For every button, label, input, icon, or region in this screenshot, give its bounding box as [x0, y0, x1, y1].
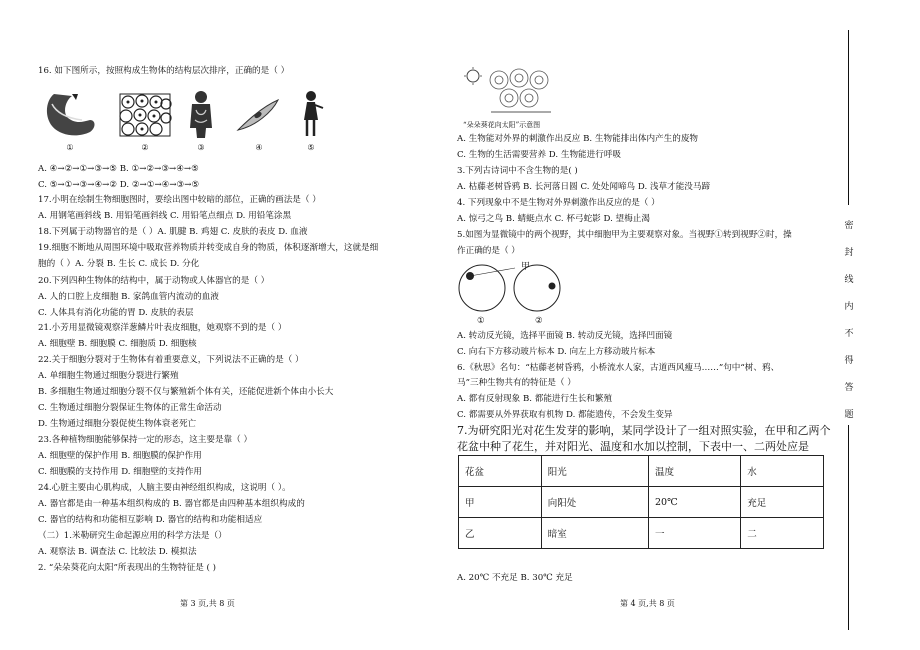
question-5: 5.如图为显微镜中的两个视野，其中细胞甲为主要观察对象。当视野①转到视野②时，操 [457, 230, 792, 240]
table-header: 温度 [648, 456, 740, 487]
figure-label: ① [66, 143, 74, 152]
question-7-options: A. 20℃ 不充足 B. 30℃ 充足 [457, 573, 573, 583]
table-header-row [459, 456, 824, 487]
question-6-options: A. 都有反射现象 B. 都能进行生长和繁殖 [457, 394, 613, 404]
table-row [459, 487, 824, 518]
question-22-option-d: D. 生物通过细胞分裂促使生物体衰老死亡 [38, 419, 197, 429]
section-2-question-2: 2. “朵朵葵花向太阳”所表现出的生物特征是 ( ) [38, 563, 216, 573]
question-23: 23.各种植物细胞能够保持一定的形态，这主要是靠（ ） [38, 435, 253, 445]
page-4 [455, 0, 855, 650]
question-7: 7.为研究阳光对花生发芽的影响，某同学设计了一组对照实验，在甲和乙两个 [457, 424, 831, 437]
figure-label: ④ [255, 143, 263, 152]
page-number: 第 3 页,共 8 页 [180, 599, 235, 608]
table-header: 阳光 [541, 456, 648, 487]
question-16: 16. 如下图所示，按照构成生物体的结构层次排序，正确的是（ ） [38, 66, 290, 76]
question-20: 20.下列四种生物体的结构中，属于动物或人体器官的是（ ） [38, 276, 270, 286]
question-24-options: A. 器官都是由一种基本组织构成的 B. 器官都是由四种基本组织构成的 [38, 499, 305, 509]
section-2-question-1-options: A. 观察法 B. 调查法 C. 比较法 D. 模拟法 [38, 547, 197, 557]
microscope-fields-image [457, 258, 567, 328]
field-number: ① [477, 316, 485, 326]
seal-char: 不 [844, 329, 854, 339]
question-16-options: C. ⑤→①→③→④→② D. ②→①→④→③→⑤ [38, 180, 200, 190]
stomach-image [42, 90, 98, 140]
table-cell: 乙 [459, 518, 542, 549]
question-5: 作正确的是（ ） [457, 246, 520, 256]
question-19: 19.细胞不断地从周围环境中吸取营养物质并转变成自身的物质，体积逐渐增大，这就是细 [38, 243, 379, 253]
table-row [459, 518, 824, 549]
table-header: 水 [741, 456, 824, 487]
human-system-image [186, 90, 216, 140]
question-6: 6.《秋思》名句：“枯藤老树昏鸦，小桥流水人家，古道西风瘦马……”句中“树、鸦、 [457, 363, 780, 373]
question-22-option-c: C. 生物通过细胞分裂保证生物体的正常生命活动 [38, 403, 222, 413]
question-22-option-b: B. 多细胞生物通过细胞分裂不仅与繁殖新个体有关，还能促进新个体由小长大 [38, 387, 334, 397]
question-5-options: A. 转动反光镜，选择平面镜 B. 转动反光镜，选择凹面镜 [457, 331, 673, 341]
seal-char: 封 [844, 248, 854, 258]
person-image [296, 90, 326, 140]
question-24: 24.心脏主要由心肌构成，人脑主要由神经组织构成，这说明（ ）。 [38, 483, 291, 493]
question-20-options: C. 人体具有消化功能的胃 D. 皮肤的表层 [38, 308, 194, 318]
question-23-options: A. 细胞壁的保护作用 B. 细胞膜的保护作用 [38, 451, 202, 461]
table-cell: 充足 [741, 487, 824, 518]
figure-label: ② [141, 143, 149, 152]
cell-image [234, 96, 282, 136]
question-5-options: C. 向右下方移动玻片标本 D. 向左上方移动玻片标本 [457, 347, 656, 357]
question-20-options: A. 人的口腔上皮细胞 B. 家鸽血管内流动的血液 [38, 292, 219, 302]
question-16-figures [38, 90, 338, 150]
question-22: 22.关于细胞分裂对于生物体有着重要意义，下列说法不正确的是（ ） [38, 355, 304, 365]
question-24-options: C. 器官的结构和功能相互影响 D. 器官的结构和功能相适应 [38, 515, 263, 525]
table-cell: 20℃ [648, 487, 740, 518]
question-7: 花盆中种了花生，并对阳光、温度和水加以控制，下表中一、二两处应是 [457, 440, 809, 453]
question-16-options: A. ④→②→①→③→⑤ B. ①→②→③→④→⑤ [38, 164, 199, 174]
sunflower-image [461, 66, 571, 118]
table-cell: 二 [741, 518, 824, 549]
table-cell: 一 [648, 518, 740, 549]
section-2-question-1: （二）1.米勒研究生命起源应用的科学方法是（） [38, 531, 227, 541]
question-3: 3.下列古诗词中不含生物的是( ) [457, 166, 578, 176]
question-17: 17.小明在绘制生物细胞图时，要绘出图中较暗的部位，正确的画法是（ ） [38, 195, 321, 205]
question-19-options: 胞的（ ）A. 分裂 B. 生长 C. 成长 D. 分化 [38, 259, 200, 269]
seal-char: 得 [844, 356, 854, 366]
question-18: 18.下列属于动物器官的是（ ）A. 肌腱 B. 鸡翅 C. 皮肤的表皮 D. 血液 [38, 227, 308, 237]
table-cell: 甲 [459, 487, 542, 518]
question-22-option-a: A. 单细胞生物通过细胞分裂进行繁殖 [38, 371, 179, 381]
page-number: 第 4 页,共 8 页 [620, 599, 675, 608]
question-17-options: A. 用钢笔画斜线 B. 用铅笔画斜线 C. 用铅笔点细点 D. 用铅笔涂黑 [38, 211, 292, 221]
experiment-table [458, 455, 824, 549]
question-21-options: A. 细胞壁 B. 细胞膜 C. 细胞质 D. 细胞核 [38, 339, 197, 349]
seal-char: 线 [844, 275, 854, 285]
question-4: 4. 下列现象中不是生物对外界刺激作出反应的是（ ） [457, 198, 660, 208]
field-number: ② [535, 316, 543, 326]
table-cell: 暗室 [541, 518, 648, 549]
cell-label: 甲 [521, 262, 531, 272]
seal-char: 题 [844, 410, 854, 420]
figure-label: ③ [197, 143, 205, 152]
tissue-image [118, 92, 172, 138]
table-header: 花盆 [459, 456, 542, 487]
question-6: 马”三种生物共有的特征是（ ） [457, 378, 576, 388]
figure-label: ⑤ [307, 143, 315, 152]
seal-char: 答 [844, 383, 854, 393]
table-cell: 向阳处 [541, 487, 648, 518]
question-2-options: C. 生物的生活需要营养 D. 生物能进行呼吸 [457, 150, 622, 160]
seal-char: 内 [844, 302, 854, 312]
question-4-options: A. 惊弓之鸟 B. 蜻蜓点水 C. 杯弓蛇影 D. 望梅止渴 [457, 214, 650, 224]
seal-char: 密 [844, 221, 854, 231]
question-3-options: A. 枯藤老树昏鸦 B. 长河落日圆 C. 处处闻啼鸟 D. 浅草才能没马蹄 [457, 182, 711, 192]
question-23-options: C. 细胞膜的支持作用 D. 细胞壁的支持作用 [38, 467, 203, 477]
question-21: 21.小芳用显微镜观察洋葱鳞片叶表皮细胞，她观察不到的是（ ） [38, 323, 287, 333]
question-6-options: C. 都需要从外界获取有机物 D. 都能遗传，不会发生变异 [457, 410, 673, 420]
figure-caption: “朵朵葵花向太阳”示意图 [463, 121, 541, 129]
page-3 [0, 0, 455, 650]
question-2-options: A. 生物能对外界的刺激作出反应 B. 生物能排出体内产生的废物 [457, 134, 699, 144]
